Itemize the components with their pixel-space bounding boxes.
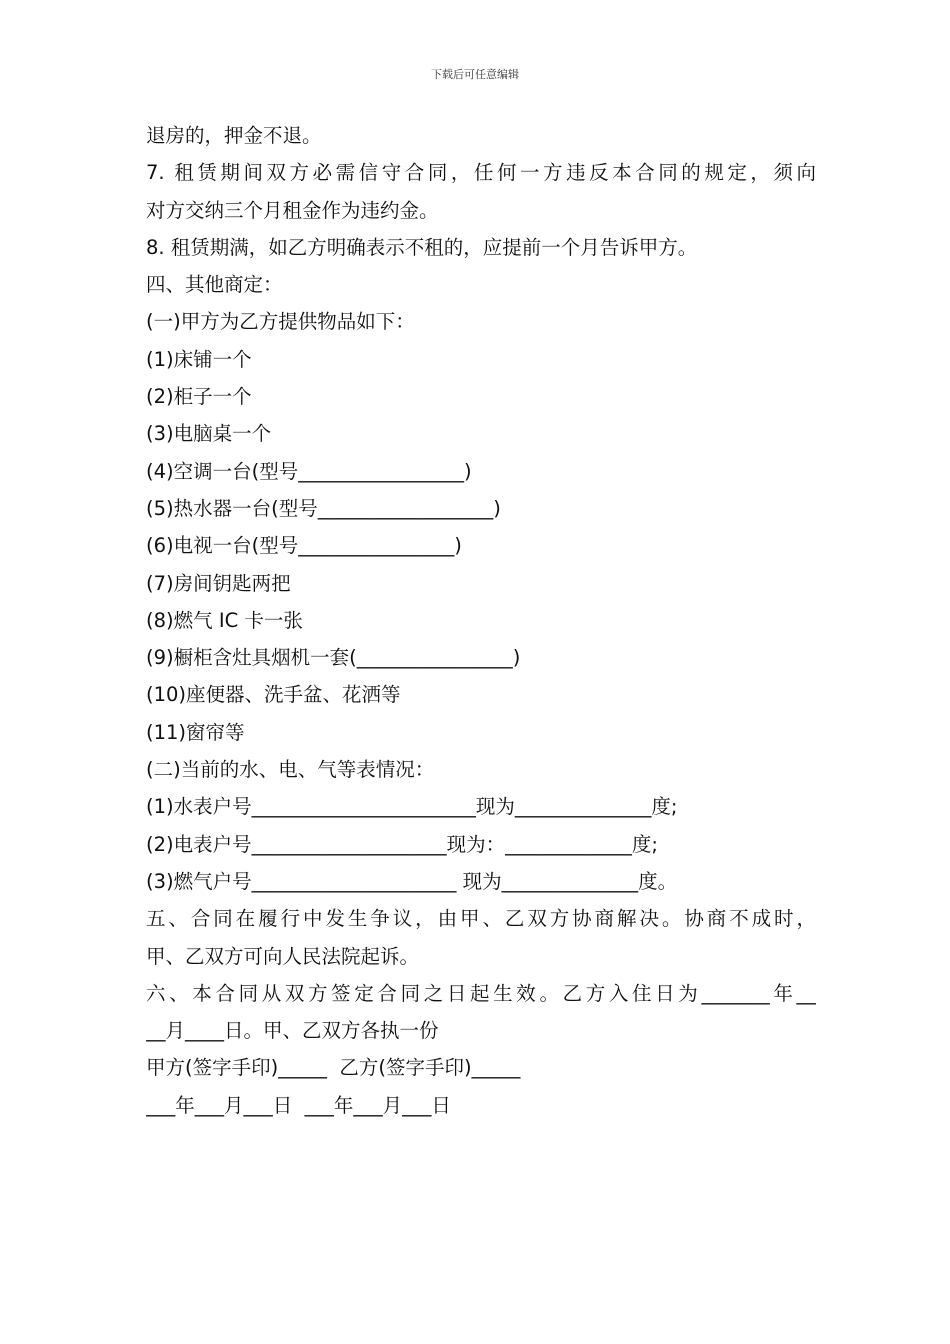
meter-line: (2)电表户号____________________现为：_____________度; bbox=[146, 832, 658, 856]
list-item: (5)热水器一台(型号__________________) bbox=[146, 496, 501, 520]
text-line: 甲、乙双方可向人民法院起诉。 bbox=[146, 944, 420, 968]
list-item: (7)房间钥匙两把 bbox=[146, 571, 291, 595]
section-heading: 四、其他商定： bbox=[146, 273, 283, 297]
text-line: 五、合同在履行中发生争议，由甲、乙双方协商解决。协商不成时， bbox=[146, 907, 816, 931]
text-line: __月____日。甲、乙双方各执一份 bbox=[146, 1019, 439, 1043]
list-item: (1)床铺一个 bbox=[146, 347, 252, 371]
subsection-heading: (一)甲方为乙方提供物品如下： bbox=[146, 310, 415, 334]
list-item: (8)燃气 IC 卡一张 bbox=[146, 608, 303, 632]
list-item: (3)电脑桌一个 bbox=[146, 422, 272, 446]
signature-line: 甲方(签字手印)_____ 乙方(签字手印)_____ bbox=[146, 1056, 521, 1080]
meter-line: (3)燃气户号_____________________ 现为______________度。 bbox=[146, 869, 678, 893]
text-line: 8. 租赁期满，如乙方明确表示不租的，应提前一个月告诉甲方。 bbox=[146, 235, 698, 259]
text-line: 退房的，押金不退。 bbox=[146, 124, 322, 147]
list-item: (4)空调一台(型号_________________) bbox=[146, 459, 472, 483]
list-item: (11)窗帘等 bbox=[146, 720, 245, 744]
page-header: 下载后可任意编辑 bbox=[431, 68, 519, 81]
list-item: (6)电视一台(型号________________) bbox=[146, 534, 462, 558]
text-line: 六、本合同从双方签定合同之日起生效。乙方入住日为_______年__ bbox=[146, 981, 816, 1005]
text-line: 7. 租赁期间双方必需信守合同，任何一方违反本合同的规定，须向 bbox=[146, 161, 816, 185]
document-body bbox=[146, 117, 816, 1124]
list-item: (10)座便器、洗手盆、花洒等 bbox=[146, 683, 401, 707]
meter-line: (1)水表户号_______________________现为______________度; bbox=[146, 795, 678, 819]
list-item: (2)柜子一个 bbox=[146, 385, 252, 409]
text-line: 对方交纳三个月租金作为违约金。 bbox=[146, 198, 439, 222]
subsection-heading: (二)当前的水、电、气等表情况： bbox=[146, 758, 435, 782]
list-item: (9)橱柜含灶具烟机一套(________________) bbox=[146, 646, 521, 670]
date-line: ___年___月___日 ___年___月___日 bbox=[146, 1093, 451, 1117]
